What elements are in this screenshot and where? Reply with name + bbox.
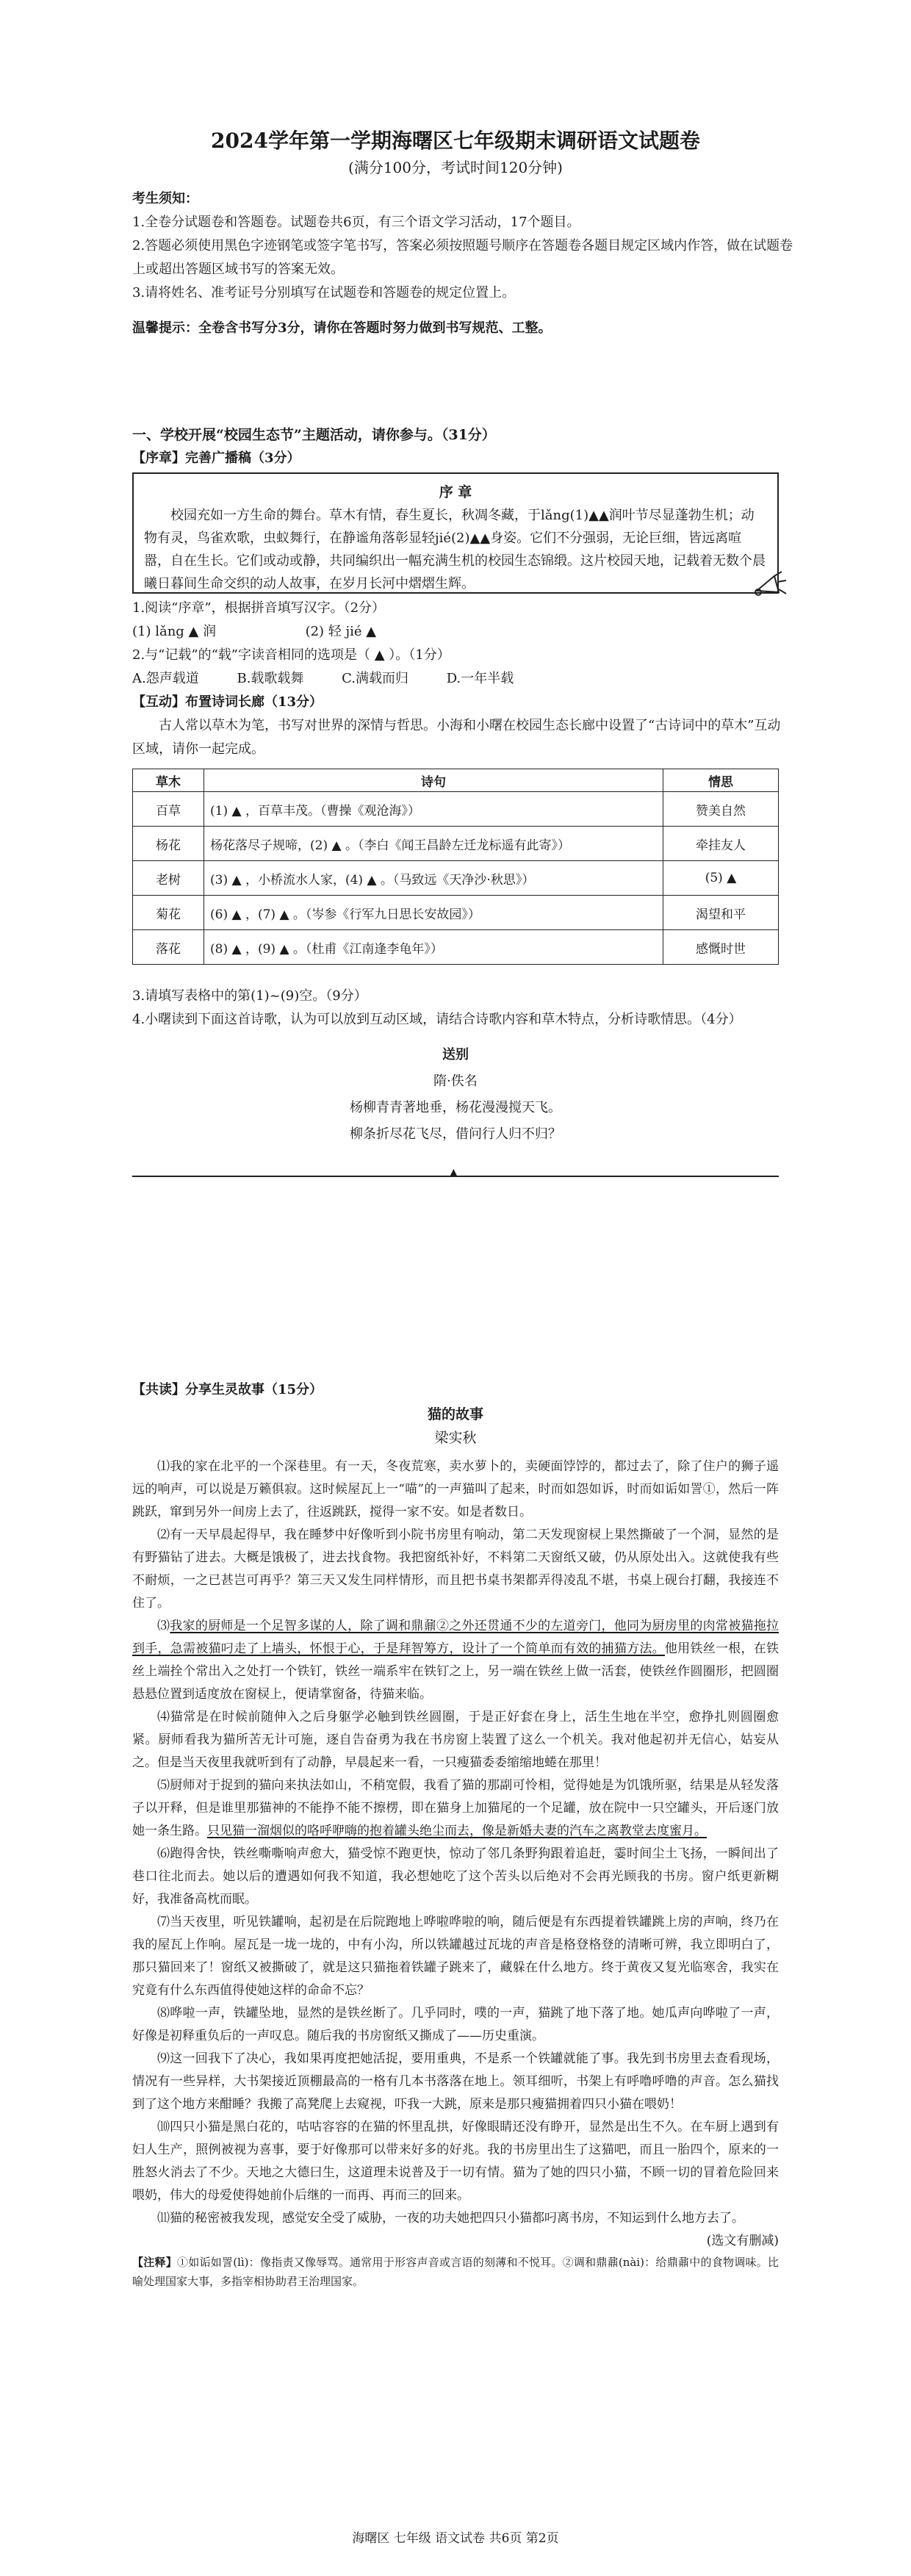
table-row — [133, 896, 779, 930]
table-row — [133, 861, 779, 896]
table-header-row — [133, 769, 779, 792]
table-cell-feeling: 感慨时世 — [663, 930, 779, 965]
reading-heading: 【共读】分享生灵故事（15分） — [132, 1382, 323, 1397]
table-cell-plant: 杨花 — [133, 827, 204, 861]
question-1-blanks — [132, 620, 793, 644]
p5-plain: ⑸厨师对于捉到的猫向来执法如山，不稍宽假，我看了猫的那副可怜相，觉得她是为饥饿所驱，结果是从轻发落子以开释，但是谁里那猫神的不能挣不能不擦楞，即在猫身上加猫尾的一个足罐，放在院中一只空罐头，开后逐门放她一条生路。 — [132, 1778, 779, 1838]
story-author: 梁实秋 — [434, 1430, 477, 1446]
prelude-box — [132, 472, 779, 594]
reading-header — [132, 1378, 793, 1402]
notice-item: 1.全卷分试题卷和答题卷。试题卷共6页，有三个语文学习活动，17个题目。 — [132, 215, 580, 230]
table-cell-verse[interactable]: (3) ▲ ，小桥流水人家，(4) ▲ 。（马致远《天净沙·秋思》） — [204, 861, 663, 896]
q2-options — [132, 667, 793, 691]
story-title: 猫的故事 — [427, 1406, 483, 1422]
prelude-box-title: 序 章 — [439, 484, 472, 500]
q1-blank-b[interactable]: (2) 轻 jié ▲ — [305, 624, 377, 639]
table-cell-feeling: 渴望和平 — [663, 896, 779, 930]
table-row — [133, 930, 779, 965]
table-cell-plant: 老树 — [133, 861, 204, 896]
story-paragraph: ⑷猫常是在时候前随伸入之后身躯学必触到铁丝圆圈，于是正好套在身上，活生生地在半空，愈挣扎则圆圈愈紧。厨师看我为猫所苦无计可施，逐自告奋勇为我在书房窗上装置了这么一个机关。我对他起初并无信心，姑妄从之。但是当天夜里我就听到有了动静，早晨起来一看，一只瘦猫委委缩缩地蜷在那里！ — [132, 1710, 779, 1770]
page-footer: 海曙区 七年级 语文试卷 共6页 第2页 — [352, 2531, 559, 2546]
exam-subtitle: (满分100分，考试时间120分钟) — [348, 159, 563, 176]
story-paragraph: ⑴我的家在北平的一个深巷里。有一天，冬夜荒寒，卖水萝卜的，卖硬面饽饽的，都过去了，除了住户的狮子遥远的响声，可以说是万籁俱寂。这时候屋瓦上一“喵”的一声猫叫了起来，时而如怨如诉，时而如诟如詈①，然后一阵跳跃，窜到另外一间房上去了，往返跳跃，搅得一家不安。如是者数日。 — [132, 1459, 779, 1519]
table-header: 草木 — [133, 769, 204, 792]
table-row — [133, 827, 779, 861]
answer-line[interactable] — [132, 1176, 779, 1177]
table-header: 诗句 — [204, 769, 663, 792]
table-cell-plant: 菊花 — [133, 896, 204, 930]
table-cell-feeling: 赞美自然 — [663, 792, 779, 827]
footnote — [132, 2253, 779, 2291]
story-paragraph: ⑾猫的秘密被我发现，感觉安全受了威胁，一夜的功夫她把四只小猫都叼离书房，不知运到什么地方去了。 — [157, 2211, 744, 2226]
answer-marker: ▲ — [450, 1167, 458, 1179]
story-paragraph: ⑺当天夜里，听见铁罐响，起初是在后院跑地上哗啦哗啦的响，随后便是有东西提着铁罐跳上房的声响，终乃在我的屋瓦上作响。屋瓦是一垅一垅的，中有小沟，所以铁罐越过瓦垅的声音是格登格登的清晰可辨，我立即明白了，那只猫回来了！窗纸又被撕破了，就是这只猫拖着铁罐子跳来了，藏躲在什么地方。终于黄夜又复光临寒舍，我实在究竟有什么东西值得使她这样的命命不忘？ — [132, 1915, 779, 1998]
p3-underlined: 我家的厨师是一个足智多谋的人，除了调和鼎鼐②之外还贯通不少的左道旁门，他同为厨房里的肉常被猫拖拉到手，急需被猫叼走了上墙头，怀恨于心，于是拜智筹方，设计了一个简单而有效的捕猫方法。 — [132, 1619, 779, 1656]
q2-option-b[interactable]: B.载歌载舞 — [237, 671, 304, 686]
notice-block — [132, 187, 793, 340]
reminder-label: 温馨提示： — [132, 320, 198, 336]
footnote-text: ①如诟如詈(lì)：像指责又像辱骂。通常用于形容声音或言语的刻薄和不悦耳。②调和鼎鼐(nài)：给鼎鼐中的食物调味。比喻处理国家大事，多指宰相协助君王治理国家。 — [132, 2256, 779, 2288]
poem-title: 送别 — [442, 1047, 469, 1062]
farewell-poem — [132, 1042, 779, 1148]
table-cell-feeling: 牵挂友人 — [663, 827, 779, 861]
p5-underlined: 只见猫一溜烟似的咯呼咿嗨的抱着罐头绝尘而去，像是新婚夫妻的汽车之离教堂去度蜜月。 — [207, 1824, 707, 1838]
table-cell-feeling[interactable]: (5) ▲ — [663, 861, 779, 896]
table-cell-verse[interactable]: (1) ▲ ，百草丰茂。（曹操《观沧海》） — [204, 792, 663, 827]
q1-q2-block — [132, 597, 793, 761]
question-1: 1.阅读“序章”，根据拼音填写汉字。（2分） — [132, 600, 386, 616]
table-cell-verse[interactable]: (8) ▲ ，(9) ▲ 。（杜甫《江南逢李龟年》） — [204, 930, 663, 965]
footnote-label: 【注释】 — [132, 2256, 177, 2269]
interact-text: 古人常以草木为笔，书写对世界的深情与哲思。小海和小曙在校园生态长廊中设置了“古诗词中的草木”互动区域，请你一起完成。 — [132, 718, 781, 757]
prelude-box-text: 校园充如一方生命的舞台。草木有情，春生夏长，秋凋冬藏，于lǎng(1)▲▲润叶节尽显蓬勃生机；动物有灵，鸟雀欢歌，虫蚁舞行，在静谧角落彰显轻jié(2)▲▲身姿。它们不分强弱，无论巨细，皆远离喧嚣，自在生长。它们或动或静，共同编织出一幅充满生机的校园生态锦缎。这片校园天地，记载着无数个晨曦日暮间生命交织的动人故事，在岁月长河中熠熠生辉。 — [144, 508, 766, 591]
table-row — [133, 792, 779, 827]
table-cell-verse[interactable]: 杨花落尽子规啼，(2) ▲ 。（李白《闻王昌龄左迁龙标遥有此寄》） — [204, 827, 663, 861]
p3-rest: 他用铁丝一根，在铁丝上端拴个常出入之处打一个铁钉，铁丝一端系牢在铁钉之上，另一端在铁丝上做一活套，使铁丝作圆圈形，把圆圈悬悬位置到适度放在窗棂上，便请掌窗备，待猫来临。 — [132, 1641, 779, 1702]
poem-line: 杨柳青青著地垂，杨花漫漫搅天飞。 — [350, 1100, 561, 1115]
reminder — [132, 317, 793, 340]
story-paragraph — [132, 1615, 779, 1706]
exam-title: 2024学年第一学期海曙区七年级期末调研语文试题卷 — [211, 129, 700, 153]
poem-table — [132, 769, 779, 965]
question-2: 2.与“记载”的“载”字读音相同的选项是（ ▲ ）。（1分） — [132, 647, 450, 663]
q2-option-c[interactable]: C.满载而归 — [342, 671, 409, 686]
question-3: 3.请填写表格中的第(1)~(9)空。（9分） — [132, 988, 367, 1004]
story-paragraph: ⑻哗啦一声，铁罐坠地，显然的是铁丝断了。几乎同时，噗的一声，猫跳了地下落了地。她瓜声向哗啦了一声，好像是初释重负后的一声叹息。随后我的书房窗纸又撕成了——历史重演。 — [132, 2006, 779, 2043]
notice-heading: 考生须知： — [132, 191, 198, 206]
q3-q4-block — [132, 985, 793, 1032]
story-paragraph: ⑽四只小猫是黑白花的，咕咕容容的在猫的怀里乱拱，好像眼睛还没有睁开，显然是出生不久。在车厨上遇到有妇人生产，照例被视为喜事，要于好像那可以带来好多的好兆。我的书房里出生了这猫吧，而且一胎四个，原来的一胜怒火消去了不少。天地之大德曰生，这道理未说普及于一切有情。猫为了她的四只小猫，不顾一切的冒着危险回来喂奶，伟大的母爱使得她前仆后继的一而再、再而三的回来。 — [132, 2120, 779, 2203]
poem-line: 柳条折尽花飞尽，借问行人归不归？ — [350, 1126, 561, 1142]
notice-item: 3.请将姓名、准考证号分别填写在试题卷和答题卷的规定位置上。 — [132, 285, 516, 301]
story-paragraph: ⑼这一回我下了决心，我如果再度把她活捉，要用重典，不是系一个铁罐就能了事。我先到书房里去查看现场，情况有一些异样，大书架接近顶棚最高的一格有几本书落落在地上。领耳细听，书架上有呼噜呼噜的声音。怎么猫找到了这个地方来酣睡？我搬了高凳爬上去窥视，吓我一大跳，原来是那只瘦猫拥着四只小猫在喂奶！ — [132, 2051, 779, 2112]
table-cell-plant: 落花 — [133, 930, 204, 965]
section1-heading: 一、学校开展“校园生态节”主题活动，请你参与。（31分） — [132, 427, 496, 443]
story-paragraph: ⑹跑得舍快，铁丝嘶嘶响声愈大，猫受惊不跑更快，惊动了邻几条野狗跟着追赶，霎时间尘土飞扬，一瞬间出了巷口往北而去。她以后的遭遇如何我不知道，我必想她吃了这个苦头以后绝对不会再光顾我的书房。窗户纸更新糊好，我准备高枕而眠。 — [132, 1846, 779, 1907]
story-body — [132, 1456, 779, 2291]
table-cell-verse[interactable]: (6) ▲ ，(7) ▲ 。（岑参《行军九日思长安故园》） — [204, 896, 663, 930]
q1-blank-a[interactable]: (1) lǎng ▲ 润 — [132, 624, 217, 639]
q2-option-a[interactable]: A.怨声载道 — [132, 671, 199, 686]
question-4: 4.小曙读到下面这首诗歌，认为可以放到互动区域，请结合诗歌内容和草木特点，分析诗歌情思。（4分） — [132, 1012, 742, 1027]
interact-heading: 【互动】布置诗词长廊（13分） — [132, 694, 323, 710]
poem-author: 隋·佚名 — [433, 1073, 478, 1089]
story-paragraph — [132, 1774, 779, 1843]
reminder-text: 全卷含书写分3分，请你在答题时努力做到书写规范、工整。 — [198, 320, 552, 336]
notice-item: 2.答题必须使用黑色字迹钢笔或签字笔书写，答案必须按照题号顺序在答题卷各题目规定区域内作答，做在试题卷上或超出答题区域书写的答案无效。 — [132, 238, 793, 277]
story-source: (选文有删减) — [706, 2234, 779, 2248]
prelude-heading: 【序章】完善广播稿（3分） — [132, 450, 300, 466]
table-cell-plant: 百草 — [133, 792, 204, 827]
story-paragraph: ⑵有一天早晨起得早，我在睡梦中好像听到小院书房里有响动，第二天发现窗棂上果然撕破了一个洞，显然的是有野猫钻了进去。大概是饿极了，进去找食物。我把窗纸补好，不料第二天窗纸又破，仍从原处出入。这就使我有些不耐烦，一之已甚岂可再乎？第三天又发生同样情形，而且把书桌书架都弄得凌乱不堪，书桌上砚台打翻，我接连不住了。 — [132, 1528, 779, 1611]
p3-number: ⑶ — [157, 1619, 170, 1633]
section1-header — [132, 423, 793, 470]
q2-option-d[interactable]: D.一年半载 — [446, 671, 514, 686]
table-header: 情思 — [663, 769, 779, 792]
